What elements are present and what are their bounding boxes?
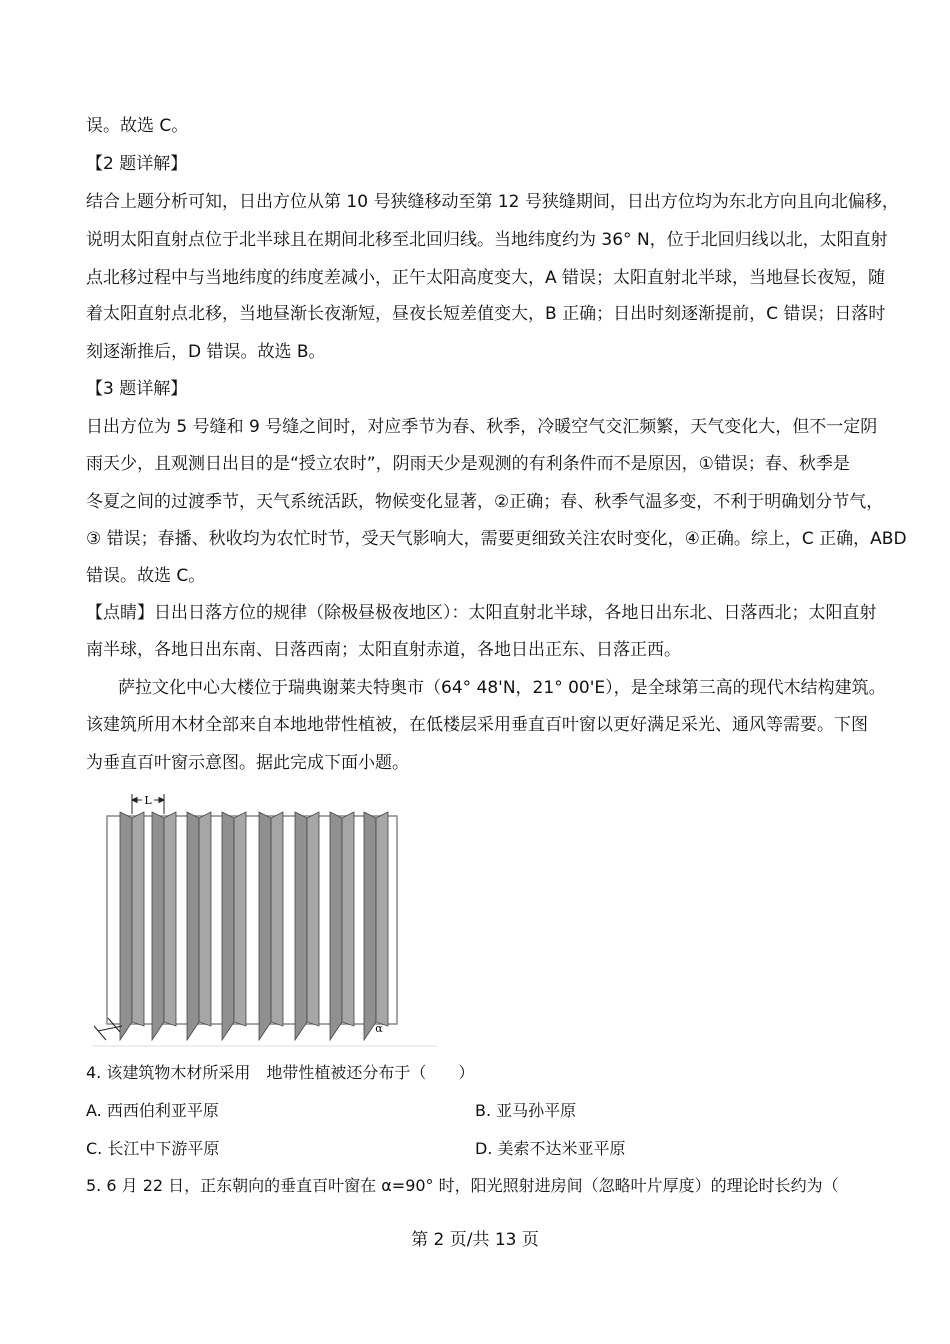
- tip-line-2: 南半球，各地日出东南、日落西南；太阳直射赤道，各地日出正东、日落正西。: [86, 640, 681, 660]
- slat: [187, 812, 211, 1040]
- label-alpha: α: [375, 1022, 383, 1035]
- slat: [259, 812, 283, 1040]
- line-5: 着太阳直射点北移，当地昼渐长夜渐短，昼夜长短差值变大，B 正确；日出时刻逐渐提前，C 错误；日落时: [86, 304, 886, 324]
- heading-q2: 【2 题详解】: [86, 154, 188, 174]
- slat: [330, 812, 354, 1040]
- page-footer: 第 2 页/共 13 页: [411, 1230, 539, 1250]
- line-0: 误。故选 C。: [86, 116, 189, 136]
- passage-line-3: 为垂直百叶窗示意图。据此完成下面小题。: [86, 753, 409, 773]
- option-d[interactable]: D. 美索不达米亚平原: [475, 1139, 626, 1158]
- line-9: 雨天少，且观测日出目的是“授立农时”，阴雨天少是观测的有利条件而不是原因，①错误；春、秋季是: [86, 454, 850, 474]
- line-10: 冬夏之间的过渡季节，天气系统活跃，物候变化显著，②正确；春、秋季气温多变，不利于明确划分节气，: [86, 492, 884, 512]
- passage-line-2: 该建筑所用木材全部来自本地地带性植被，在低楼层采用垂直百叶窗以更好满足采光、通风等需要。下图: [86, 715, 868, 735]
- line-6: 刻逐渐推后，D 错误。故选 B。: [86, 342, 326, 362]
- option-c[interactable]: C. 长江中下游平原: [86, 1139, 220, 1158]
- line-8: 日出方位为 5 号缝和 9 号缝之间时，对应季节为春、秋季，冷暖空气交汇频繁，天气变化大，但不一定阴: [86, 417, 878, 437]
- label-L: L: [144, 794, 152, 807]
- line-4: 点北移过程中与当地纬度的纬度差减小，正午太阳高度变大，A 错误；太阳直射北半球，当地昼长夜短，随: [86, 268, 886, 288]
- passage-line-1: 萨拉文化中心大楼位于瑞典谢莱夫特奥市（64° 48'N，21° 00'E），是全球第三高的现代木结构建筑。: [118, 678, 886, 698]
- question-4-stem: 4. 该建筑物木材所采用 地带性植被还分布于（ ）: [86, 1063, 475, 1082]
- tip-line-1: 【点睛】日出日落方位的规律（除极昼极夜地区）：太阳直射北半球，各地日出东北、日落西北；太阳直射: [86, 603, 877, 623]
- slat: [152, 812, 176, 1040]
- option-b[interactable]: B. 亚马孙平原: [475, 1101, 577, 1120]
- line-11: ③ 错误；春播、秋收均为农忙时节，受天气影响大，需要更细致关注农时变化，④正确。综上，C 正确，ABD: [86, 529, 907, 549]
- slat: [222, 812, 246, 1040]
- line-12: 错误。故选 C。: [86, 566, 206, 586]
- line-3: 说明太阳直射点位于北半球且在期间北移至北回归线。当地纬度约为 36° N，位于北回归线以北，太阳直射: [86, 230, 888, 250]
- slat: [120, 812, 144, 1040]
- heading-q3: 【3 题详解】: [86, 379, 188, 399]
- question-5-stem: 5. 6 月 22 日，正东朝向的垂直百叶窗在 α=90° 时，阳光照射进房间（忽略叶片厚度）的理论时长约为（: [86, 1176, 839, 1195]
- dimension-d: [94, 1018, 122, 1040]
- louver-diagram-svg: [92, 790, 437, 1050]
- slat: [364, 812, 388, 1040]
- slat: [295, 812, 319, 1040]
- louver-diagram: [92, 790, 437, 1050]
- line-2: 结合上题分析可知，日出方位从第 10 号狭缝移动至第 12 号狭缝期间，日出方位均为东北方向且向北偏移，: [86, 192, 899, 212]
- option-a[interactable]: A. 西西伯利亚平原: [86, 1101, 219, 1120]
